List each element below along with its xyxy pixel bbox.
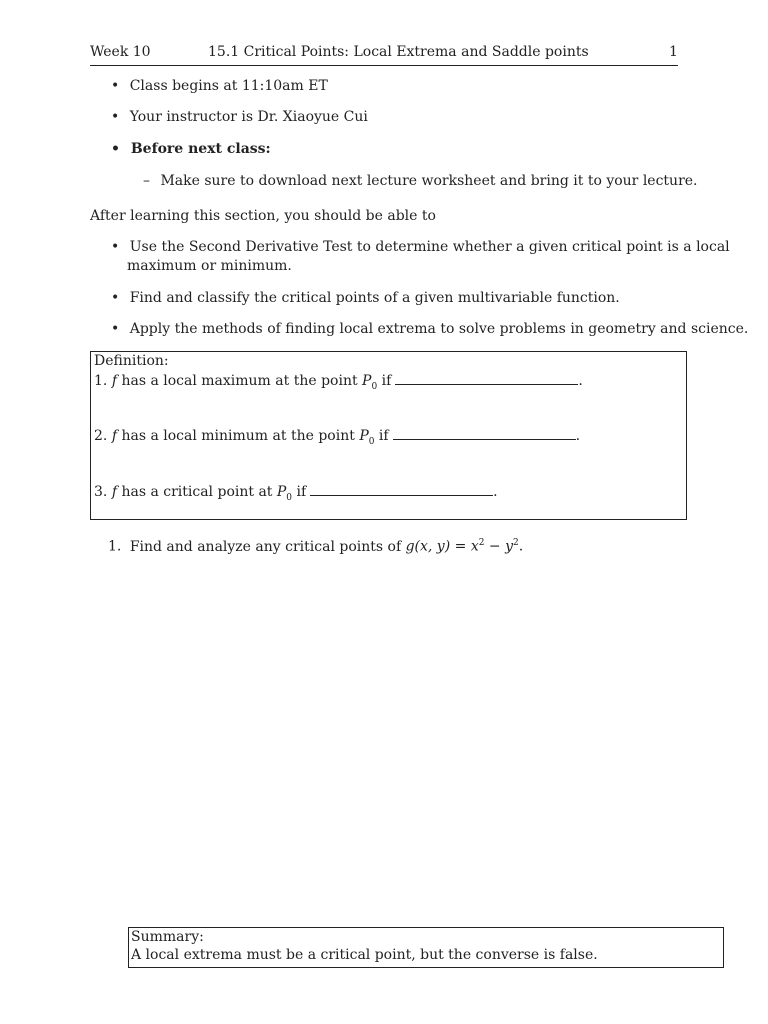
answer-blank[interactable] bbox=[310, 494, 493, 496]
bullet-icon: • bbox=[111, 290, 120, 306]
math-sub: 0 bbox=[286, 492, 293, 503]
bullet-item bbox=[111, 109, 368, 125]
bullet-icon: • bbox=[111, 321, 120, 337]
math-point: P bbox=[362, 373, 372, 389]
item-period: . bbox=[575, 428, 581, 444]
math-sub: 0 bbox=[371, 381, 378, 392]
item-period: . bbox=[493, 484, 498, 500]
bullet-icon: • bbox=[111, 239, 120, 255]
item-number: 2. bbox=[94, 428, 108, 444]
item-if: if bbox=[296, 484, 307, 500]
math-eq: = bbox=[454, 538, 467, 555]
page-number: 1 bbox=[669, 44, 678, 60]
definition-heading: Definition: bbox=[94, 353, 169, 369]
objective-text: Find and classify the critical points of a given multivariable function. bbox=[129, 290, 620, 306]
bullet-icon: • bbox=[111, 109, 120, 125]
problem-item bbox=[108, 538, 523, 555]
bullet-item bbox=[111, 78, 328, 94]
math-point: P bbox=[276, 484, 287, 500]
problem-text: Find and analyze any critical points of bbox=[129, 538, 402, 555]
intro-text: After learning this section, you should be able to bbox=[90, 208, 436, 224]
objective-item bbox=[111, 239, 730, 255]
math-var: f bbox=[111, 373, 117, 389]
header-rule bbox=[90, 65, 678, 66]
answer-blank[interactable] bbox=[393, 438, 576, 440]
page-title: 15.1 Critical Points: Local Extrema and Saddle points bbox=[208, 44, 589, 60]
bullet-item bbox=[111, 141, 271, 157]
math-exp: 2 bbox=[478, 538, 485, 548]
definition-item bbox=[94, 373, 583, 392]
dash-icon: – bbox=[143, 173, 150, 189]
summary-heading: Summary: bbox=[131, 929, 204, 945]
header-week: Week 10 bbox=[90, 44, 151, 60]
objective-text: Apply the methods of finding local extrema to solve problems in geometry and science. bbox=[129, 321, 749, 337]
bullet-icon: • bbox=[111, 141, 120, 157]
math-func: g bbox=[405, 538, 415, 555]
item-if: if bbox=[378, 428, 389, 444]
objective-text-cont: maximum or minimum. bbox=[127, 258, 292, 274]
bullet-icon: • bbox=[111, 78, 120, 94]
answer-blank[interactable] bbox=[395, 383, 578, 385]
math-sub: 0 bbox=[368, 436, 375, 447]
objective-item bbox=[111, 321, 748, 337]
item-period: . bbox=[578, 373, 583, 389]
item-if: if bbox=[381, 373, 392, 389]
bullet-text: Your instructor is Dr. Xiaoyue Cui bbox=[129, 109, 368, 125]
item-text: has a critical point at bbox=[121, 484, 273, 500]
bullet-text: Class begins at 11:10am ET bbox=[129, 78, 328, 94]
objective-text: Use the Second Derivative Test to determine whether a given critical point is a local bbox=[129, 239, 730, 255]
math-args: (x, y) bbox=[414, 538, 451, 555]
item-number: 3. bbox=[94, 484, 108, 500]
math-exp: 2 bbox=[513, 538, 519, 548]
math-term: x bbox=[470, 538, 479, 555]
math-var: f bbox=[111, 484, 117, 500]
problem-number: 1. bbox=[108, 538, 122, 555]
math-end: . bbox=[518, 538, 524, 555]
item-number: 1. bbox=[94, 373, 108, 389]
item-text: has a local minimum at the point bbox=[121, 428, 355, 444]
bullet-text: Before next class: bbox=[130, 141, 271, 157]
definition-item bbox=[94, 428, 580, 447]
definition-item bbox=[94, 484, 498, 503]
sub-bullet-text: Make sure to download next lecture worksheet and bring it to your lecture. bbox=[160, 173, 698, 189]
objective-item bbox=[111, 290, 620, 306]
math-minus: − bbox=[488, 538, 501, 555]
sub-bullet-item bbox=[143, 173, 698, 189]
summary-text: A local extrema must be a critical point, but the converse is false. bbox=[131, 947, 598, 963]
math-point: P bbox=[359, 428, 369, 444]
item-text: has a local maximum at the point bbox=[121, 373, 358, 389]
math-term: y bbox=[505, 538, 514, 555]
math-var: f bbox=[111, 428, 117, 444]
